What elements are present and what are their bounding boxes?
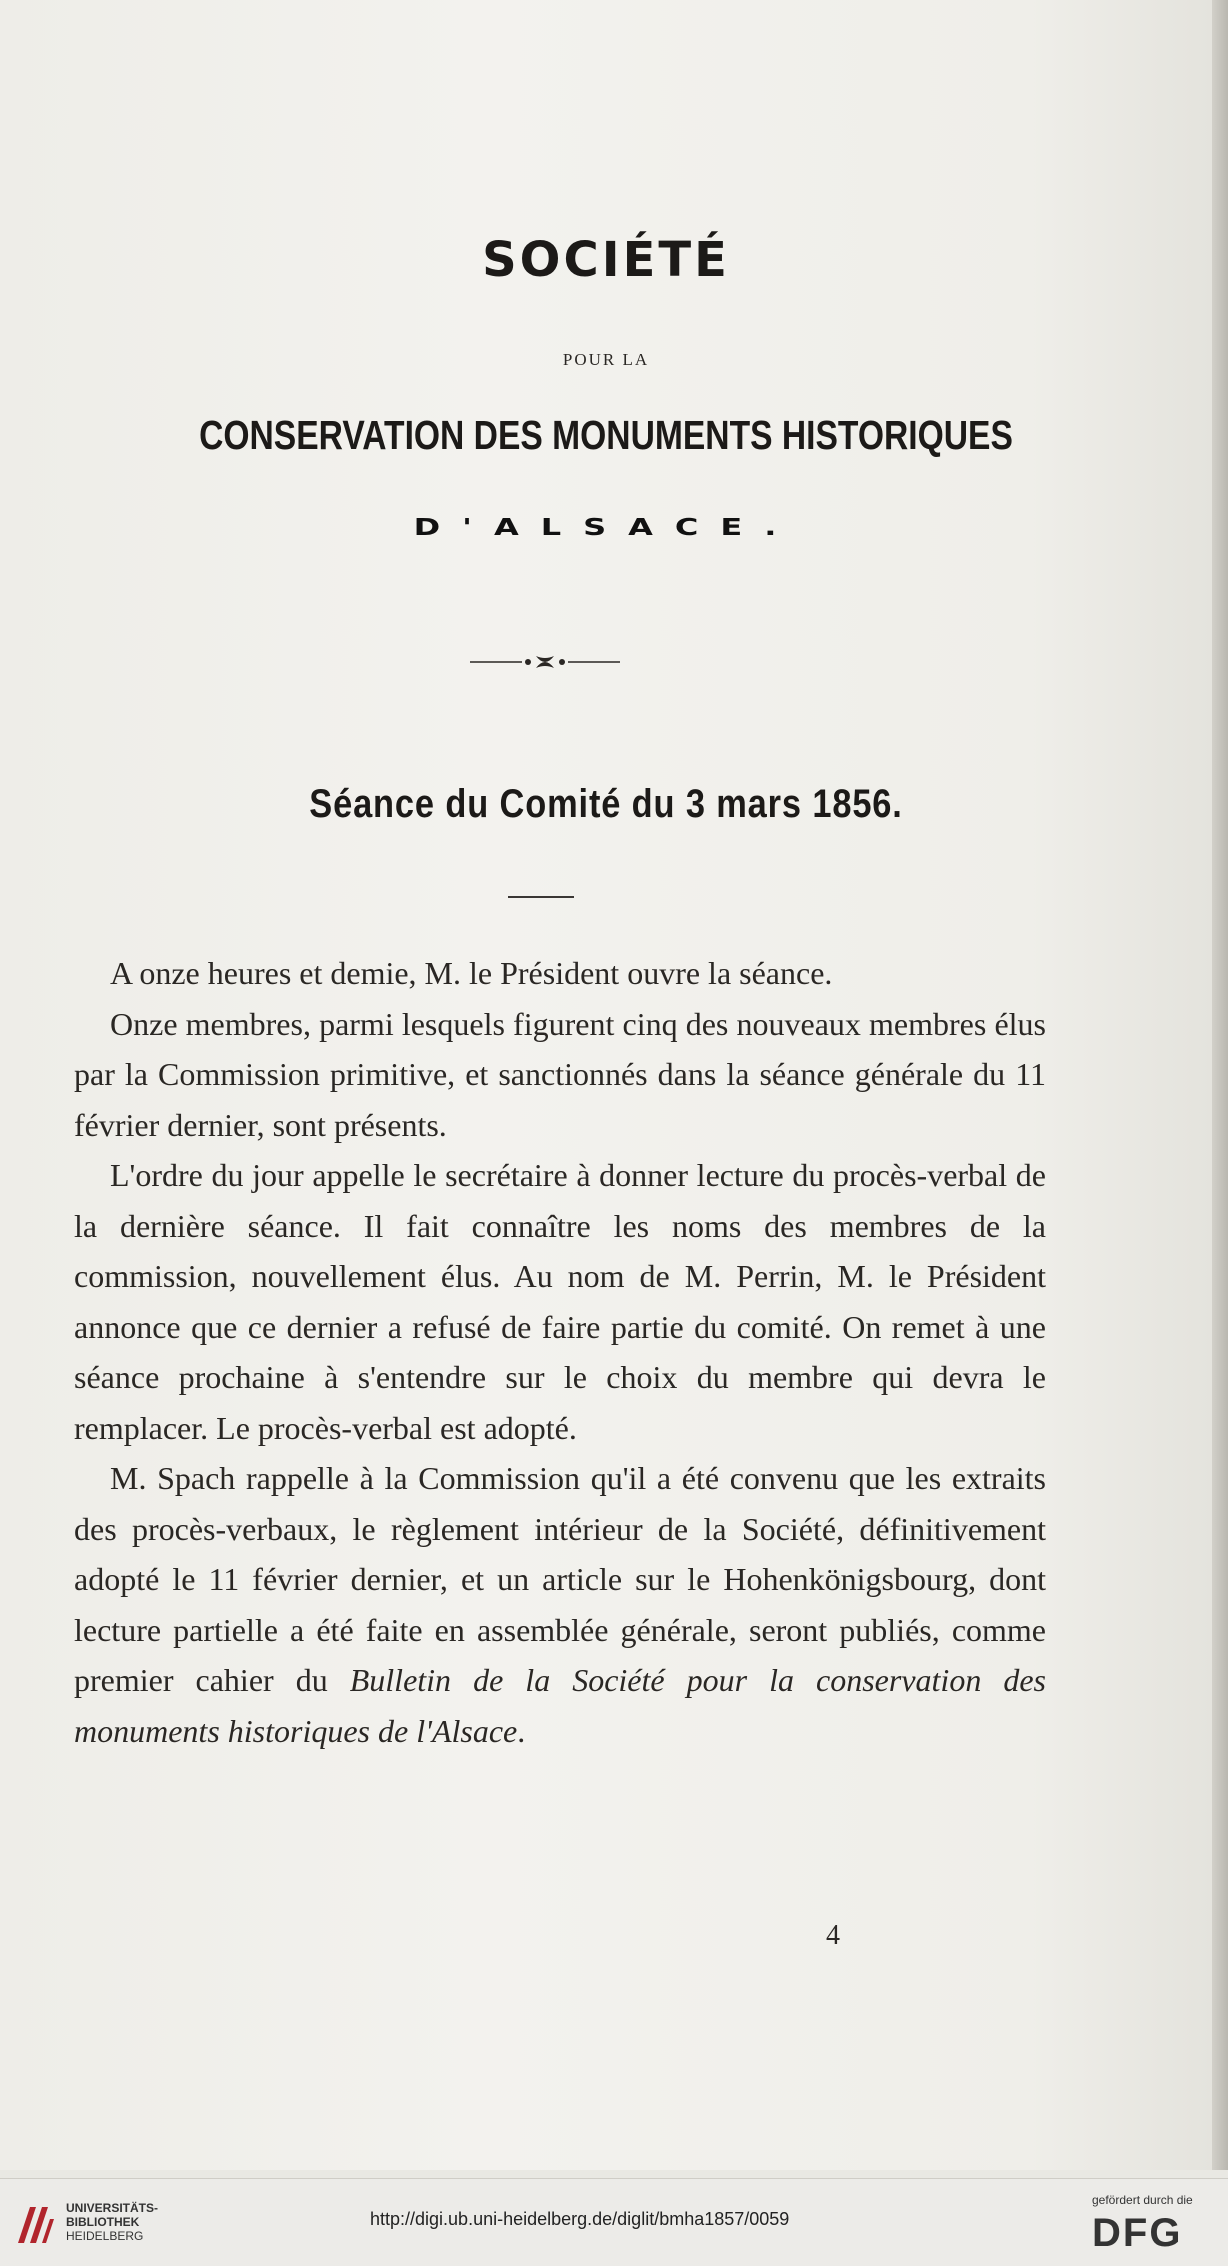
paragraph-2: Onze membres, parmi lesquels figurent cinq des nouveaux membres élus par la Commission primitive, et sanctionnés dans la séance générale du 11 février dernier, sont présents. xyxy=(74,1005,1046,1143)
page-number: 4 xyxy=(826,1920,840,1951)
page-edge xyxy=(1212,0,1228,2170)
body-text xyxy=(74,948,1046,1756)
region-title: D'ALSACE. xyxy=(413,513,799,541)
society-title: SOCIÉTÉ xyxy=(482,232,730,288)
library-name-line2: BIBLIOTHEK xyxy=(66,2215,140,2229)
paragraph-3: L'ordre du jour appelle le secrétaire à donner lecture du procès-verbal de la dernière séance. Il fait connaître les noms des membres de la commission, nouvellement élus. Au nom de M. Perrin, M. le Président annonce que ce dernier a refusé de faire partie du comité. On remet à une séance prochaine à s'entendre sur le choix du membre qui devra le remplacer. Le procès-verbal est adopté. xyxy=(74,1157,1046,1446)
bulletin-title: Bulletin de la Société pour la conservation des monuments historiques de l'Alsace xyxy=(74,1662,1047,1749)
section-divider xyxy=(508,896,574,898)
paragraph-1: A onze heures et demie, M. le Président ouvre la séance. xyxy=(110,955,833,991)
paragraph-4-end: . xyxy=(517,1712,526,1749)
footer-bar xyxy=(0,2178,1228,2266)
paragraph-4 xyxy=(74,1453,1046,1756)
section-title: Séance du Comité du 3 mars 1856. xyxy=(309,782,903,826)
paragraph-4-text: M. Spach rappelle à la Commission qu'il a été convenu que les extraits des procès-verbaux, le règlement intérieur de la Société, définitivement adopté le 11 février dernier, et un article sur le Hohenkönigsbourg, dont lecture partielle a été faite en assemblée générale, seront publiés, comme premier cahier du xyxy=(74,1460,1046,1698)
pour-la-label: POUR LA xyxy=(562,350,650,369)
university-logo-icon xyxy=(10,2199,60,2249)
library-name-line3: HEIDELBERG xyxy=(66,2229,144,2243)
library-name xyxy=(66,2201,158,2243)
source-url-link[interactable]: http://digi.ub.uni-heidelberg.de/diglit/bmha1857/0059 xyxy=(370,2209,790,2229)
society-subtitle: CONSERVATION DES MONUMENTS HISTORIQUES xyxy=(199,412,1013,458)
funder-label: gefördert durch die xyxy=(1092,2193,1193,2207)
dfg-logo: DFG xyxy=(1092,2211,1183,2255)
ornament-divider-icon xyxy=(470,652,620,672)
library-name-line1: UNIVERSITÄTS- xyxy=(66,2201,159,2215)
